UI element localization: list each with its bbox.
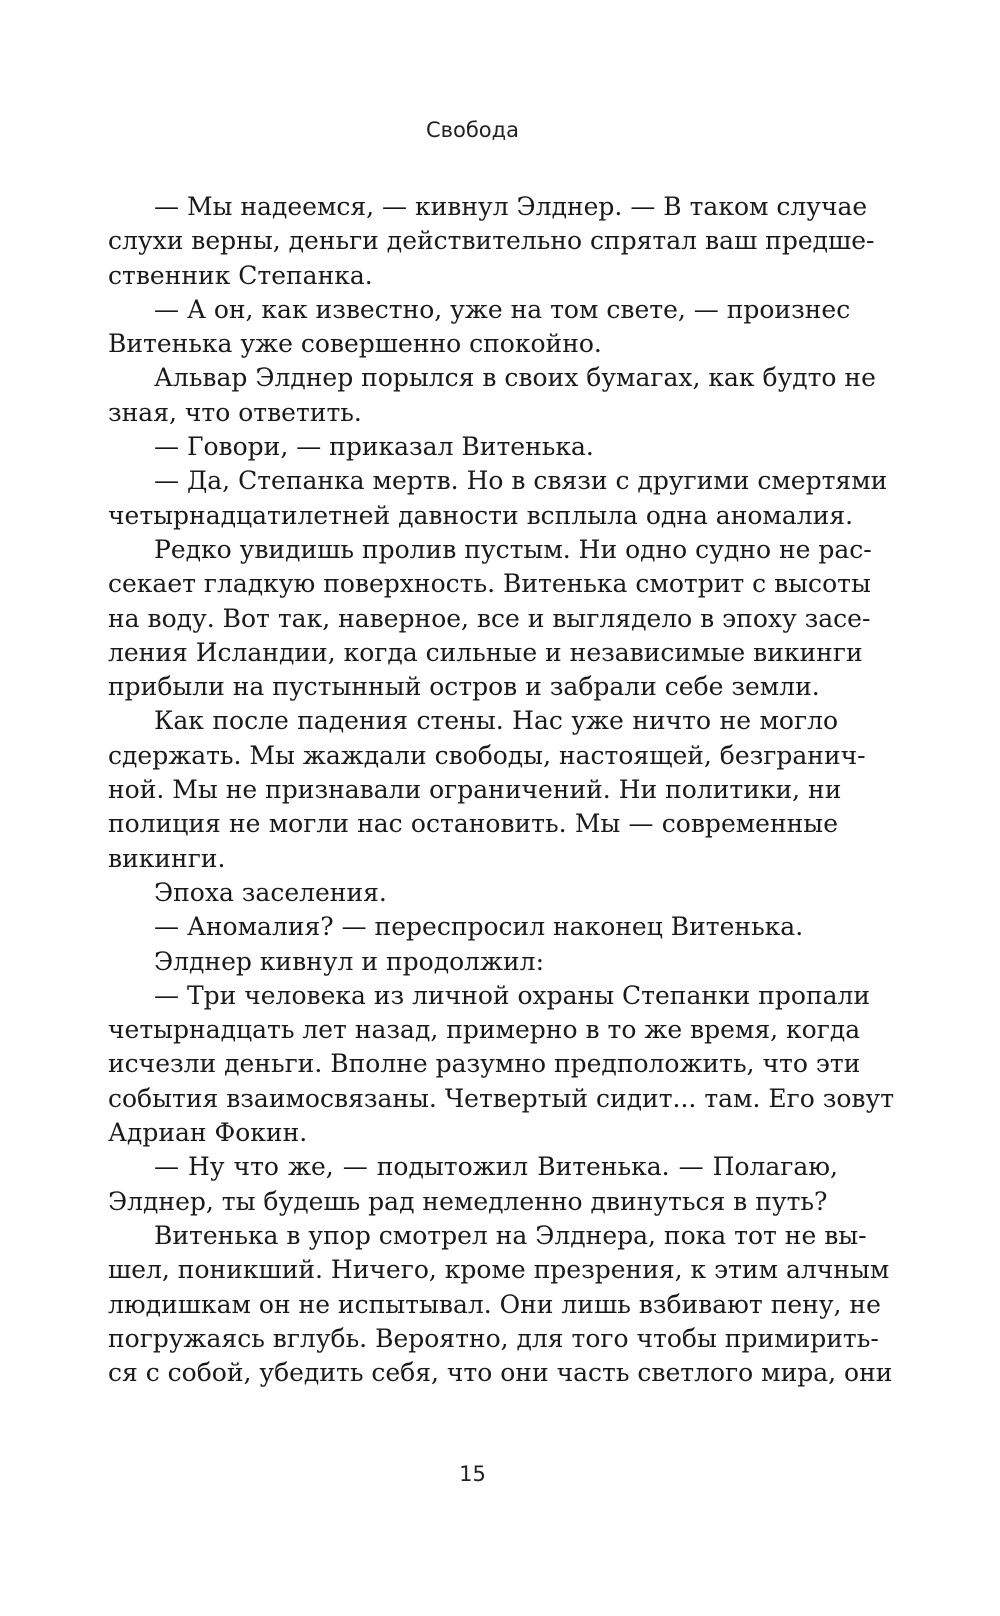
text-line: — Ну что же, — подытожил Витенька. — Полагаю, <box>154 1152 838 1182</box>
text-line: ной. Мы не признавали ограничений. Ни политики, ни <box>108 775 842 805</box>
text-line: Витенька в упор смотрел на Элднера, пока тот не вы- <box>154 1220 867 1250</box>
text-line: Как после падения стены. Нас уже ничто не могло <box>154 706 838 736</box>
text-line: — Аномалия? — переспросил наконец Витенька. <box>154 912 804 942</box>
text-line: — Да, Степанка мертв. Но в связи с другими смертями <box>154 466 888 496</box>
text-line: исчезли деньги. Вполне разумно предположить, что эти <box>108 1049 861 1079</box>
text-line: четырнадцать лет назад, примерно в то же время, когда <box>108 1015 861 1045</box>
text-line: викинги. <box>108 843 226 873</box>
text-line: сдержать. Мы жаждали свободы, настоящей, безгранич- <box>108 740 866 770</box>
text-line: Адриан Фокин. <box>108 1118 308 1148</box>
text-line: шел, поникший. Ничего, кроме презрения, к этим алчным <box>108 1255 890 1285</box>
text-line: секает гладкую поверхность. Витенька смотрит с высоты <box>108 569 871 599</box>
text-line: на воду. Вот так, наверное, все и выглядело в эпоху засе- <box>108 603 871 633</box>
text-line: зная, что ответить. <box>108 397 362 427</box>
text-line: Элднер, ты будешь рад немедленно двинуться в путь? <box>108 1186 828 1216</box>
text-line: полиция не могли нас остановить. Мы — современные <box>108 809 838 839</box>
text-line: ственник Степанка. <box>108 260 373 290</box>
text-line: Эпоха заселения. <box>154 877 387 907</box>
text-line: Витенька уже совершенно спокойно. <box>108 329 602 359</box>
body-text <box>108 190 895 1390</box>
text-line: — Мы надеемся, — кивнул Элднер. — В таком случае <box>154 192 868 221</box>
text-line: прибыли на пустынный остров и забрали себе земли. <box>108 672 820 702</box>
text-line: слухи верны, деньги действительно спрятал ваш предше- <box>108 226 875 256</box>
text-line: — Три человека из личной охраны Степанки пропали <box>154 980 871 1010</box>
page-number: 15 <box>459 1462 486 1486</box>
text-line: Альвар Элднер порылся в своих бумагах, как будто не <box>154 363 876 393</box>
text-line: — А он, как известно, уже на том свете, — произнес <box>154 294 851 324</box>
text-line: погружаясь вглубь. Вероятно, для того чтобы примирить- <box>108 1323 879 1353</box>
text-line: события взаимосвязаны. Четвертый сидит... там. Его зовут <box>108 1083 895 1113</box>
text-line: ления Исландии, когда сильные и независимые викинги <box>108 637 863 667</box>
text-line: — Говори, — приказал Витенька. <box>154 432 594 462</box>
text-line: Редко увидишь пролив пустым. Ни одно судно не рас- <box>154 534 872 564</box>
text-line: ся с собой, убедить себя, что они часть светлого мира, они <box>108 1358 893 1388</box>
text-line: Элднер кивнул и продолжил: <box>154 946 544 976</box>
running-head: Свобода <box>425 118 520 142</box>
text-line: людишкам он не испытывал. Они лишь взбивают пену, не <box>108 1289 881 1319</box>
text-line: четырнадцатилетней давности всплыла одна аномалия. <box>108 500 854 530</box>
